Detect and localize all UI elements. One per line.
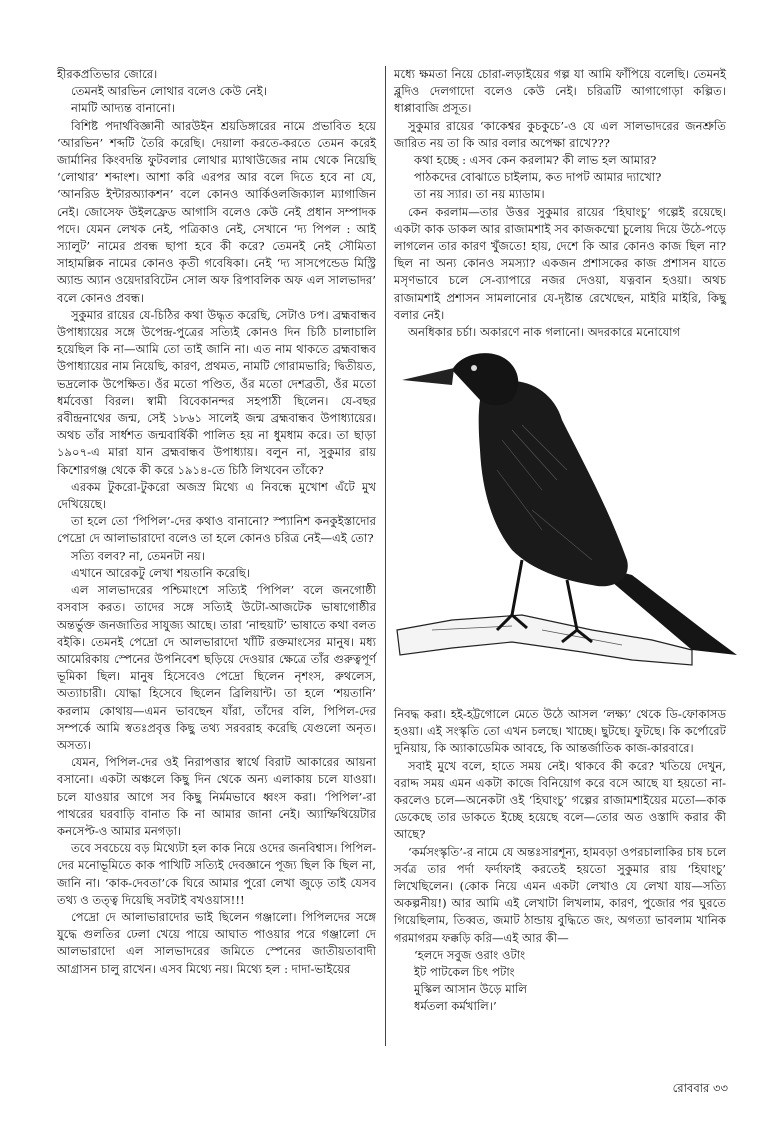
right-bottom-paragraph: ‘কর্মসংস্কৃতি’-র নামে যে অন্তঃসারশূন্য, হামবড়া ওপরচালাকির চাষ চলে সর্বত্র তার পর্দা ফর্দাফাই করতেই হয়তো সুকুমার রায় ‘হিঘাংচু’ লিখেছিলেন। (কোক নিয়ে এমন একটা লেখাও যে লেখা যায়—সত্যি অকল্পনীয়!) আর আমি এই লেখাটা লিখলাম, কারণ, পুজোর পর ঘুরতে গিয়েছিলাম, তিব্বত, জমাট ঠান্ডায় বুদ্ধিতে জং, অগত্যা ভাবলাম খানিক গরমাগরম ফক্কড়ি করি—এই আর কী— <box>394 844 726 945</box>
left-column <box>57 66 376 1076</box>
left-paragraph: বিশিষ্ট পদার্থবিজ্ঞানী আরউইন শ্রয়ডিঙ্গারের নামে প্রভাবিত হয়ে ‘আরভিন’ শব্দটি তৈরি করেছি। দেয়ালা করতে-করতে তেমন করেই জার্মানির কিংবদন্তি ফুটবলার লোথার ম্যাথাউজের নাম থেকে নিয়েছি ‘লোথার’ শব্দাংশ। আশা করি এরপর আর বলে দিতে হবে না যে, ‘আনরিড ইন্টারঅ্যাকশন’ বলে কোনও আর্কিওলজিক্যাল ম্যাগাজিন নেই। জোসেফ উইলফ্রেড আগাসি বলেও কেউ নেই প্রধান সম্পাদক পদে। যেমন লেখক নেই, পত্রিকাও নেই, সেখানে ‘দ্য পিপল : আই স্যালুট’ নামের প্রবন্ধ ছাপা হবে কী করে? তেমনই নেই সৌমিতা সাহামল্লিক নামের কোনও কৃতী গবেষিকা। নেই ‘দ্য সাসপেন্ডেড মিস্ট্রি অ্যান্ড অ্যান ওয়েদারবিটেন সোল অফ রিপাবলিক অফ এল সালভাদর’ বলে কোনও প্রবন্ধ। <box>57 118 376 305</box>
right-bottom-paragraph: ‘হলদে সবুজ ওরাং ওটাং <box>414 947 526 962</box>
right-top-paragraph: কেন করলাম—তার উত্তর সুকুমার রায়ের ‘হিঘাংচু’ গল্পেই রয়েছে। একটা কাক ডাকল আর রাজামশাই সব কাজকম্মো চুলোয় দিয়ে উঠে-পড়ে লাগলেন তার কারণ খুঁজতে! হায়, দেশে কি আর কোনও কাজ ছিল না? ছিল না অন্য কোনও সমস্যা? একজন প্রশাসকের কাজ প্রশাসন যাতে মসৃণভাবে চলে সে-ব্যাপারে নজর দেওয়া, যত্নবান হওয়া। অথচ রাজামশাই প্রশাসন সামলানোর যে-দৃষ্টান্ত রেখেছেন, মাইরি মাইরি, কিছু বলার নেই। <box>394 204 726 322</box>
left-paragraph: হীরকপ্রতিভার জোরে। <box>57 67 158 81</box>
right-bottom-paragraph: নিবদ্ধ করা। হই-হট্টগোলে মেতে উঠে আসল ‘লক্ষ্য’ থেকে ডি-ফোকাসড হওয়া। এই সংস্কৃতি তো এখন চলছে। খাচ্ছে। ছুটছে। ফুটছে। কি কর্পোরেট দুনিয়ায়, কি অ্যাকাডেমিক আবহে, কি আন্তর্জাতিক কাজ-কারবারে। <box>394 707 726 756</box>
left-paragraph: পেদ্রো দে আলাভারাদোর ভাই ছিলেন গঞ্জালো। পিপিলদের সঙ্গে যুদ্ধে গুলতির ঢেলা খেয়ে পায়ে আঘাত পাওয়ার পরে গঞ্জালো দে আলভারাদো এল সালভাদরের জমিতে স্পেনের জাতীয়তাবাদী আগ্রাসন চালু রাখেন। এসব মিথ্যে নয়। মিথ্যে হল : দাদা-ভাইয়ের <box>57 909 376 976</box>
right-top-paragraph: তা নয় স্যার। তা নয় ম্যাডাম। <box>414 187 545 202</box>
right-top-paragraph: পাঠকদের বোঝাতে চাইলাম, কত দাপট আমার দ্যাখো? <box>414 170 662 185</box>
left-paragraph: এল সালভাদরের পশ্চিমাংশে সত্যিই ‘পিপিল’ বলে জনগোষ্ঠী বসবাস করত। তাদের সঙ্গে সত্যিই উটো-আজটেক ভাষাগোষ্ঠীর অন্তর্ভুক্ত জনজাতির সাযুজ্য আছে। তারা ‘নাহুয়াট’ ভাষাতে কথা বলত বইকি। তেমনই পেদ্রো দে আলভারাদো খাঁটি রক্তমাংসের মানুষ। মধ্য আমেরিকায় স্পেনের উপনিবেশ ছড়িয়ে দেওয়ার ক্ষেত্রে তাঁর গুরুত্বপূর্ণ ভূমিকা ছিল। মানুষ হিসেবেও পেদ্রো ছিলেন নৃশংস, রুথলেস, অত্যাচারী। যোদ্ধা হিসেবে ছিলেন ব্রিলিয়ান্ট। তা হলে ‘শয়তানি’ করলাম কোথায়—এমন ভাবছেন যাঁরা, তাঁদের বলি, পিপিল-দের সম্পর্কে আমি স্বতঃপ্রবৃত্ত কিছু তথ্য সরবরাহ করেছি যেগুলো অনৃত। অসত্য। <box>57 583 376 752</box>
left-paragraph: সুকুমার রায়ের যে-চিঠির কথা উদ্ধৃত করেছি, সেটাও ঢপ। ব্রহ্মবান্ধব উপাধ্যায়ের সঙ্গে উপেন্দ্র-পুত্রের সত্যিই কোনও দিন চিঠি চালাচালি হয়েছিল কি না—আমি তো তাই জানি না। এত নাম থাকতে ব্রহ্মবান্ধব উপাধ্যায়ের নাম নিয়েছি, কারণ, প্রথমত, নামটি গোরামভারি; দ্বিতীয়ত, ভদ্রলোক উপেক্ষিত। ওঁর মতো পণ্ডিত, ওঁর মতো দেশব্রতী, ওঁর মতো ধর্মবেত্তা বিরল। স্বামী বিবেকানন্দর সহপাঠী ছিলেন। যে-বছর রবীন্দ্রনাথের জন্ম, সেই ১৮৬১ সালেই জন্ম ব্রহ্মবান্ধব উপাধ্যায়ের। অথচ তাঁর সার্ধশত জন্মবার্ষিকী পালিত হয় না ধুমধাম করে। তা ছাড়া ১৯০৭-এ মারা যান ব্রহ্মবান্ধব উপাধ্যায়। বলুন না, সুকুমার রায় কিশোরগঞ্জ থেকে কী করে ১৯১৪-তে চিঠি লিখবেন তাঁকে? <box>57 307 376 477</box>
right-top-paragraph: কথা হচ্ছে : এসব কেন করলাম? কী লাভ হল আমার? <box>414 153 657 168</box>
right-top-paragraph: সুকুমার রায়ের ‘কাকেশ্বর কুচকুচে’-ও যে এল সালভাদরের জনশ্রুতি জারিত নয় তা কি আর বলার অপেক্ষা রাখে??? <box>394 118 726 150</box>
left-paragraph: এরকম টুকরো-টুকরো অজস্র মিথ্যে এ নিবন্ধে মুখোশ এঁটে মুখ দেখিয়েছে। <box>57 479 376 512</box>
left-paragraph: সত্যি বলব? না, তেমনটা নয়। <box>71 548 205 563</box>
right-bottom-paragraph: ইট পাটকেল চিৎ পটাং <box>414 965 515 980</box>
page-footer: রোববার ৩৩ <box>672 1081 728 1095</box>
crow-drawing <box>392 330 760 710</box>
right-top-paragraph: অনধিকার চর্চা। অকারণে নাক গলানো। অদরকারে মনোযোগ <box>408 325 681 340</box>
left-paragraph: এখানে আরেকটু লেখা শয়তানি করেছি। <box>71 565 251 580</box>
left-paragraph: তবে সবচেয়ে বড় মিথ্যেটা হল কাক নিয়ে ওদের জনবিশ্বাস। পিপিল-দের মনোভূমিতে কাক পাখিটি সত্যিই দেবজ্ঞানে পূজ্য ছিল কি ছিল না, জানি না। ‘কাক-দেবতা’কে ঘিরে আমার পুরো লেখা জুড়ে তাই যেসব তথ্য ও তত্ত্ব দিয়েছি সবটাই বখওয়াস!!! <box>57 841 376 907</box>
right-column-bottom <box>394 706 726 1056</box>
left-paragraph: তেমনই আরভিন লোথার বলেও কেউ নেই। <box>71 84 267 99</box>
right-bottom-paragraph: ধর্মতলা কর্মখালি।’ <box>414 999 497 1014</box>
left-paragraph: তা হলে তো ‘পিপিল’-দের কথাও বানানো? স্প্যানিশ কনকুইস্তাদোর পেদ্রো দে আলাভারাদো বলেও তা হলে কোনও চরিত্র নেই—এই তো? <box>57 514 376 546</box>
crow-illustration <box>392 330 760 710</box>
right-top-paragraph: মধ্যে ক্ষমতা নিয়ে চোরা-লড়াইয়ের গল্প যা আমি ফাঁপিয়ে বলেছি। তেমনই ব্লুদিও দেলগাদো বলেও কেউ নেই। চরিত্রটি আগাগোড়া কল্পিত। ধাপ্পাবাজি প্রসূত। <box>394 67 726 116</box>
column-divider <box>385 66 386 1046</box>
left-paragraph: যেমন, পিপিল-দের ওই নিরাপত্তার স্বার্থে বিরাট আকারের আয়না বসানো। একটা অঞ্চলে কিছু দিন থেকে অন্য এলাকায় চলে যাওয়া। চলে যাওয়ার আগে সব কিছু নির্মমভাবে ধ্বংস করা। ‘পিপিল’-রা পাথরের ঘরবাড়ি বানাত কি না আমার জানা নেই। অ্যাম্ফিথিয়েটার কনসেপ্ট-ও আমার মনগড়া। <box>57 755 376 838</box>
right-bottom-paragraph: মুস্কিল আসান উড়ে মালি <box>414 982 527 997</box>
right-bottom-paragraph: সবাই মুখে বলে, হাতে সময় নেই। থাকবে কী করে? খতিয়ে দেখুন, বরাদ্দ সময় এমন একটা কাজে বিনিয়োগ করে বসে আছে যা হয়তো না-করলেও চলে—অনেকটা ওই ‘হিঘাংচু’ গল্পের রাজামশাইয়ের মতো—কাক ডেকেছে তার ডাকতে ইচ্ছে হয়েছে বলে—তোর অত ওস্তাদি করার কী আছে? <box>394 758 726 842</box>
right-column-top <box>394 66 726 356</box>
left-paragraph: নামটি আদ্যন্ত বানানো। <box>71 101 175 116</box>
